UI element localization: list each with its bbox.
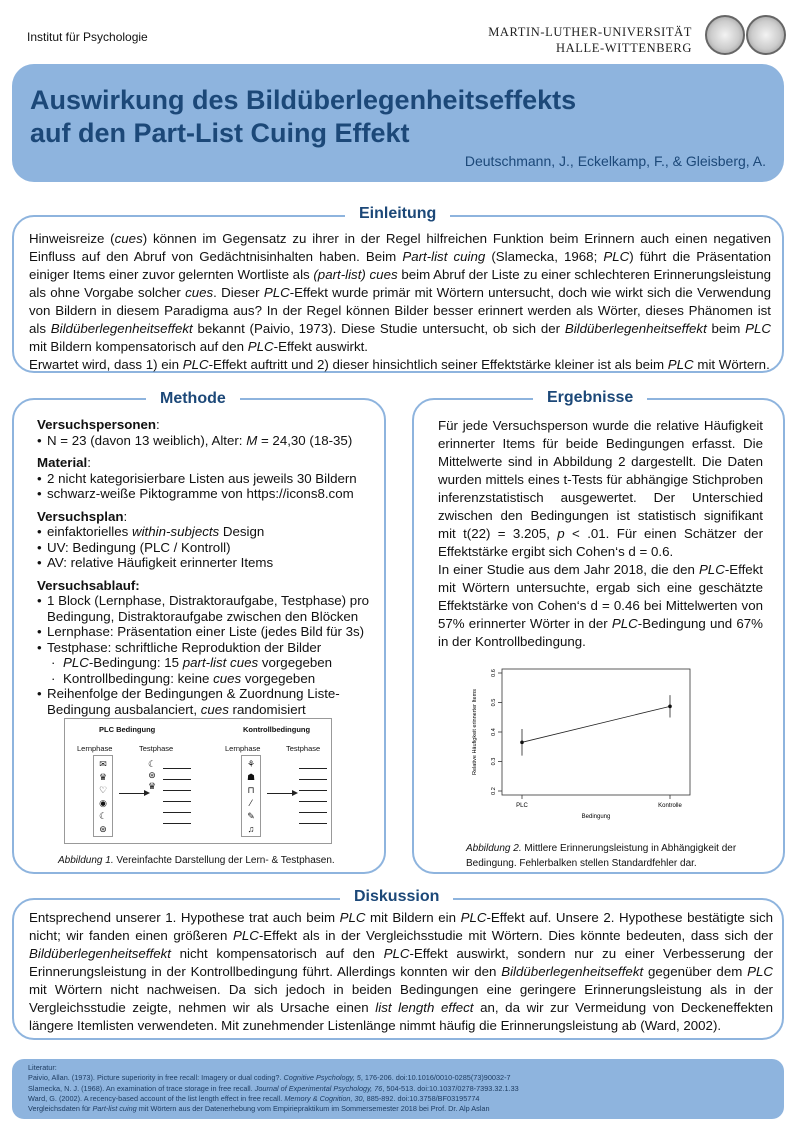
kontroll-study-icons bbox=[241, 755, 261, 837]
diskussion-section bbox=[12, 898, 784, 1040]
crown-icon: ♛ bbox=[147, 781, 157, 791]
text-run: Abbildung 2. bbox=[466, 843, 522, 854]
lernphase-label: Lernphase bbox=[77, 744, 113, 753]
text-run: Bildüberlegenheitseffekt bbox=[50, 321, 193, 336]
text-run: < .01. Für einen Schätzer der Effektstärke ergibt sich Cohen‘s d = 0.6. bbox=[438, 526, 764, 559]
data-point bbox=[668, 705, 672, 709]
poster-title bbox=[30, 84, 576, 150]
methode-section bbox=[12, 398, 386, 874]
bell-icon: ☗ bbox=[246, 772, 256, 782]
text-run: Versuchsplan bbox=[37, 508, 124, 524]
kontroll-condition-title: Kontrollbedingung bbox=[243, 725, 311, 734]
blank-line bbox=[299, 802, 327, 813]
crown-icon: ♛ bbox=[98, 772, 108, 782]
text-run: , 885-892. doi:10.3758/BF03195774 bbox=[362, 1093, 480, 1103]
methode-text bbox=[37, 417, 375, 717]
eye-icon: ◉ bbox=[99, 798, 107, 808]
list-item: • schwarz-weiße Piktogramme von https://icons8.com bbox=[37, 486, 375, 502]
list-item: • Testphase: schriftliche Reproduktion der Bilder bbox=[37, 640, 375, 656]
x-tick-label: Kontrolle bbox=[658, 803, 682, 809]
answer-blanks bbox=[163, 758, 191, 824]
blank-line bbox=[299, 780, 327, 791]
text-run: cues bbox=[185, 285, 214, 300]
blank-line bbox=[163, 758, 191, 769]
list-item: • AV: relative Häufigkeit erinnerter Items bbox=[37, 555, 375, 571]
text-run: Bildüberlegenheitseffekt bbox=[564, 321, 707, 336]
blank-line bbox=[163, 780, 191, 791]
text-run: PLC bbox=[383, 946, 410, 961]
text-run: cues bbox=[114, 231, 143, 246]
y-tick-label: 0.3 bbox=[491, 757, 497, 766]
authors: Deutschmann, J., Eckelkamp, F., & Gleisberg, A. bbox=[464, 153, 766, 169]
text-run: bekannt (Paivio, 1973). Diese Studie untersucht, ob sich der bbox=[192, 321, 565, 336]
reference bbox=[28, 1094, 768, 1104]
blank-line bbox=[163, 769, 191, 780]
text-run: p bbox=[557, 526, 565, 541]
university-name bbox=[488, 24, 692, 56]
text-run: Versuchsablauf bbox=[37, 577, 136, 593]
text-run: PLC bbox=[263, 285, 290, 300]
text-run: Entsprechend unserer 1. Hypothese trat auch beim bbox=[29, 910, 340, 925]
music-note-icon: ♫ bbox=[247, 824, 255, 834]
text-run: gegenüber dem bbox=[643, 964, 748, 979]
gate-icon: ⊓ bbox=[247, 785, 255, 795]
plot-frame bbox=[502, 669, 690, 795]
text-run: mit Bildern ein bbox=[365, 910, 461, 925]
text-run: PLC bbox=[603, 249, 630, 264]
arrow-icon bbox=[267, 793, 293, 794]
figure-2-chart bbox=[462, 665, 712, 825]
text-run: -Effekt auf. Unsere 2. Hypothese bestätigte sich nicht; wir fanden einen größeren bbox=[29, 910, 774, 943]
fish-icon: ⚘ bbox=[246, 759, 256, 769]
blank-line bbox=[163, 791, 191, 802]
list-item: • Lernphase: Präsentation einer Liste (jedes Bild für 3s) bbox=[37, 624, 375, 640]
y-tick-label: 0.6 bbox=[491, 669, 497, 677]
text-run: -Effekt wurde primär mit Wörtern untersucht, doch wie wirkt sich die Verwendung von Bildern in diesem Paradigma aus? In der Regel können Bilder besser erinnert werden als Wörter, dieses Phänomen ist als bbox=[29, 285, 771, 336]
text-run: Versuchspersonen bbox=[37, 417, 156, 432]
feather-icon: ✎ bbox=[247, 811, 255, 821]
text-run: Ward, G. (2002). A recency-based account of the list length effect in free recall. bbox=[28, 1093, 285, 1103]
text-run: vorgegeben bbox=[258, 655, 333, 670]
moon-icon: ☾ bbox=[147, 759, 157, 769]
plc-study-icons bbox=[93, 755, 113, 837]
text-run: (Slamecka, 1968; bbox=[485, 249, 604, 264]
text-run: -Bedingung: 15 bbox=[88, 655, 183, 670]
x-axis-label: Bedingung bbox=[581, 814, 611, 820]
einleitung-text bbox=[29, 230, 771, 374]
text-run: beim bbox=[706, 321, 746, 336]
text-run: . Dieser bbox=[213, 285, 264, 300]
sub-list-item bbox=[37, 655, 375, 671]
text-run: PLC bbox=[698, 562, 725, 577]
testphase-label: Testphase bbox=[286, 744, 321, 753]
text-run: PLC bbox=[667, 357, 694, 372]
text-run: Memory & Cognition, 30 bbox=[284, 1093, 363, 1103]
list-item: • 1 Block (Lernphase, Distraktoraufgabe, Testphase) pro Bedingung, Distraktoraufgabe zwischen den Blöcken bbox=[37, 593, 375, 624]
material-title: Material: bbox=[37, 455, 91, 470]
blank-line bbox=[299, 791, 327, 802]
text-run: -Effekt auswirkt, sondern nur zu einer Verbesserung der Erinnerungsleistung in der Kontrollbedingung führt. Allerdings konnten wir den bbox=[29, 946, 773, 979]
text-run: nicht kompensatorisch auf den bbox=[170, 946, 384, 961]
list-item bbox=[37, 524, 375, 540]
text-run: Vergleichsdaten für bbox=[28, 1104, 93, 1114]
envelope-icon: ✉ bbox=[99, 759, 107, 769]
text-run: Material bbox=[37, 455, 88, 470]
text-run: ) können im Gegensatz zu ihrer in der Regel hilfreichen Funktion beim Erinnern auch einen negativen Einfluss auf den Abruf von Gedächtnisinhalten haben. Beim bbox=[29, 231, 772, 264]
figure-2-caption bbox=[466, 841, 766, 871]
text-run: N = 23 (davon 13 weiblich), Alter: bbox=[47, 432, 247, 448]
text-run: Bildüberlegenheitseffekt bbox=[29, 946, 171, 961]
wand-icon: ⁄ bbox=[250, 798, 252, 808]
text-run: list length effect bbox=[375, 1000, 474, 1015]
einleitung-section bbox=[12, 215, 784, 373]
diskussion-text bbox=[29, 909, 773, 1035]
text-run: mit Wörtern nicht nachweisen. Da sich jedoch in beiden Bedingungen eine geringere Erinnerungsleistung als in der Vergleichsstudie zeigte, nehmen wir als Ursache einen bbox=[29, 982, 773, 1015]
ergebnisse-text bbox=[438, 417, 763, 651]
text-run: Cognitive Psychology, 5 bbox=[283, 1073, 361, 1083]
diskussion-heading: Diskussion bbox=[340, 888, 453, 906]
university-seal-logo-2 bbox=[746, 15, 786, 55]
versuchspersonen-title: Versuchspersonen: bbox=[37, 417, 160, 432]
answer-blanks bbox=[299, 758, 327, 824]
y-tick-label: 0.5 bbox=[491, 698, 497, 707]
text-run: part-list cues bbox=[182, 655, 259, 670]
text-run: Reihenfolge der Bedingungen & Zuordnung Liste-Bedingung ausbalanciert, bbox=[47, 686, 340, 717]
list-item bbox=[37, 433, 375, 449]
text-run: Hinweisreize ( bbox=[29, 231, 115, 246]
text-run: Mittlere Erinnerungsleistung in Abhängigkeit der Bedingung. Fehlerbalken stellen Standardfehler dar. bbox=[466, 843, 737, 869]
text-run: within-subjects bbox=[132, 524, 220, 539]
title-line2: auf den Part-List Cuing Effekt bbox=[30, 118, 410, 148]
data-point bbox=[520, 741, 524, 745]
text-run: Erwartet wird, dass 1) ein bbox=[29, 357, 183, 372]
blank-line bbox=[299, 769, 327, 780]
ergebnisse-section bbox=[412, 398, 785, 874]
text-run: In einer Studie aus dem Jahr 2018, die den bbox=[438, 562, 699, 577]
text-run: Part-list cuing bbox=[92, 1104, 137, 1114]
text-run: Slamecka, N. J. (1968). An examination of trace storage in free recall. bbox=[28, 1083, 255, 1093]
ergebnisse-heading: Ergebnisse bbox=[533, 389, 647, 407]
text-run: beim Abruf der Liste zu einer schlechteren Erinnerungsleistung als ohne Vorgabe solcher bbox=[29, 267, 771, 300]
einleitung-heading: Einleitung bbox=[345, 205, 450, 223]
text-run: PLC bbox=[63, 655, 89, 670]
reference bbox=[28, 1073, 768, 1083]
text-run: Design bbox=[219, 524, 265, 539]
text-run: -Effekt als in der Vergleichsstudie mit Wörtern. Dies könnte bedeuten, dass sich der bbox=[258, 928, 773, 943]
text-run: cues bbox=[200, 701, 229, 717]
plc-cue-icons bbox=[145, 759, 159, 792]
text-run: -Effekt mit Wörtern untersuchte, ergab sich eine geschätzte Effektstärke von Cohen‘s d = 0.46 bei Mittelwerten von 57% erinnerter Wörter in der bbox=[438, 562, 763, 631]
butterfly-icon: ♡ bbox=[98, 785, 108, 795]
text-run: cues bbox=[213, 670, 242, 686]
text-run: (part-list) cues bbox=[313, 267, 398, 282]
text-run: Journal of Experimental Psychology, 76 bbox=[254, 1083, 383, 1093]
soccer-ball-icon: ⊛ bbox=[148, 770, 156, 780]
reference bbox=[28, 1084, 768, 1094]
text-run: PLC bbox=[232, 928, 259, 943]
text-run: Für jede Versuchsperson wurde die relative Häufigkeit erinnerter Items für beide Bedingungen erfasst. Die Mittelwerte sind in Abbildung 2 dargestellt. Die Daten wurden mittels eines t-Tests für abhängige Stichproben inferenzstatistisch ausgewertet. Der Unterschied zwischen den Bedingungen ist statistisch signifikant mit t(22) = 3.205, bbox=[438, 418, 763, 541]
text-run: , 176-206. doi:10.1016/0010-0285(73)90032-7 bbox=[360, 1073, 511, 1083]
literature-title: Literatur: bbox=[28, 1063, 57, 1072]
text-run: einfaktorielles bbox=[47, 524, 132, 539]
reference bbox=[28, 1104, 768, 1114]
text-run: Kontrollbedingung: keine bbox=[63, 670, 214, 686]
text-run: Bildüberlegenheitseffekt bbox=[501, 964, 644, 979]
series-line bbox=[522, 706, 670, 742]
blank-line bbox=[299, 813, 327, 824]
blank-line bbox=[163, 813, 191, 824]
text-run: PLC bbox=[339, 910, 366, 925]
text-run: = 24,30 (18-35) bbox=[257, 432, 353, 448]
figure-1-caption bbox=[58, 855, 335, 866]
institute-name: Institut für Psychologie bbox=[27, 30, 148, 44]
text-run: Vereinfachte Darstellung der Lern- & Testphasen. bbox=[113, 855, 335, 866]
figure-1-procedure bbox=[64, 718, 332, 844]
y-tick-label: 0.4 bbox=[491, 728, 497, 736]
blank-line bbox=[299, 758, 327, 769]
blank-line bbox=[163, 802, 191, 813]
text-run: randomisiert bbox=[228, 701, 306, 717]
list-item: • 2 nicht kategorisierbare Listen aus jeweils 30 Bildern bbox=[37, 471, 375, 487]
literature-footer bbox=[12, 1059, 784, 1119]
text-run: PLC bbox=[745, 321, 771, 336]
soccer-ball-icon: ⊛ bbox=[99, 824, 107, 834]
text-run: -Bedingung und 67% in der Kontrollbedingung. bbox=[438, 616, 763, 649]
text-run: Part-list cuing bbox=[402, 249, 486, 264]
text-run: vorgegeben bbox=[241, 670, 316, 686]
text-run: mit Wörtern aus der Datenerhebung vom Empiriepraktikum im Sommersemester 2018 bei Prof. Dr. Alp Aslan bbox=[136, 1104, 490, 1114]
versuchsplan-title: Versuchsplan: bbox=[37, 508, 128, 524]
arrow-icon bbox=[119, 793, 145, 794]
text-run: -Effekt auswirkt. bbox=[273, 339, 368, 354]
text-run: PLC bbox=[747, 964, 773, 979]
text-run: PLC bbox=[460, 910, 487, 925]
plc-condition-title: PLC Bedingung bbox=[99, 725, 156, 734]
text-run: ) führt die Präsentation einiger Items einer zuvor gelernten Wortliste als bbox=[29, 249, 771, 282]
y-tick-label: 0.2 bbox=[491, 787, 497, 795]
moon-icon: ☾ bbox=[98, 811, 108, 821]
text-run: mit Wörtern. bbox=[693, 357, 770, 372]
list-item bbox=[37, 686, 375, 717]
text-run: Abbildung 1. bbox=[58, 855, 114, 866]
text-run: PLC bbox=[182, 357, 209, 372]
text-run: PLC bbox=[611, 616, 638, 631]
text-run: an, da wir zur Vermeidung von Deckeneffekten längere Itemlisten verwendeten. Mit zunehmender Listenlänge nimmt häufig die Erinnerungsleistung ab (Ward, 2002). bbox=[29, 1000, 773, 1033]
lernphase-label: Lernphase bbox=[225, 744, 261, 753]
title-line1: Auswirkung des Bildüberlegenheitseffekts bbox=[30, 85, 577, 115]
text-run: , 504-513. doi:10.1037/0278-7393.32.1.33 bbox=[382, 1083, 519, 1093]
sub-list-item bbox=[37, 671, 375, 687]
versuchsablauf-title: Versuchsablauf: bbox=[37, 577, 140, 593]
title-banner bbox=[12, 64, 784, 182]
list-item: • UV: Bedingung (PLC / Kontroll) bbox=[37, 540, 375, 556]
y-axis-label: Relative Häufigkeit erinnerter Items bbox=[472, 689, 478, 775]
text-run: -Effekt auftritt und 2) dieser hinsichtlich seiner Effektstärke kleiner ist als beim bbox=[208, 357, 668, 372]
text-run: mit Bildern kompensatorisch auf den bbox=[29, 339, 248, 354]
text-run: Paivio, Allan. (1973). Picture superiority in free recall: Imagery or dual coding?. bbox=[28, 1073, 284, 1083]
university-line2: HALLE-WITTENBERG bbox=[556, 41, 692, 55]
university-seal-logo bbox=[705, 15, 745, 55]
text-run: M bbox=[246, 432, 258, 448]
methode-heading: Methode bbox=[146, 390, 240, 408]
text-run: PLC bbox=[247, 339, 274, 354]
x-tick-label: PLC bbox=[516, 803, 528, 809]
university-line1: MARTIN-LUTHER-UNIVERSITÄT bbox=[488, 25, 692, 39]
testphase-label: Testphase bbox=[139, 744, 174, 753]
